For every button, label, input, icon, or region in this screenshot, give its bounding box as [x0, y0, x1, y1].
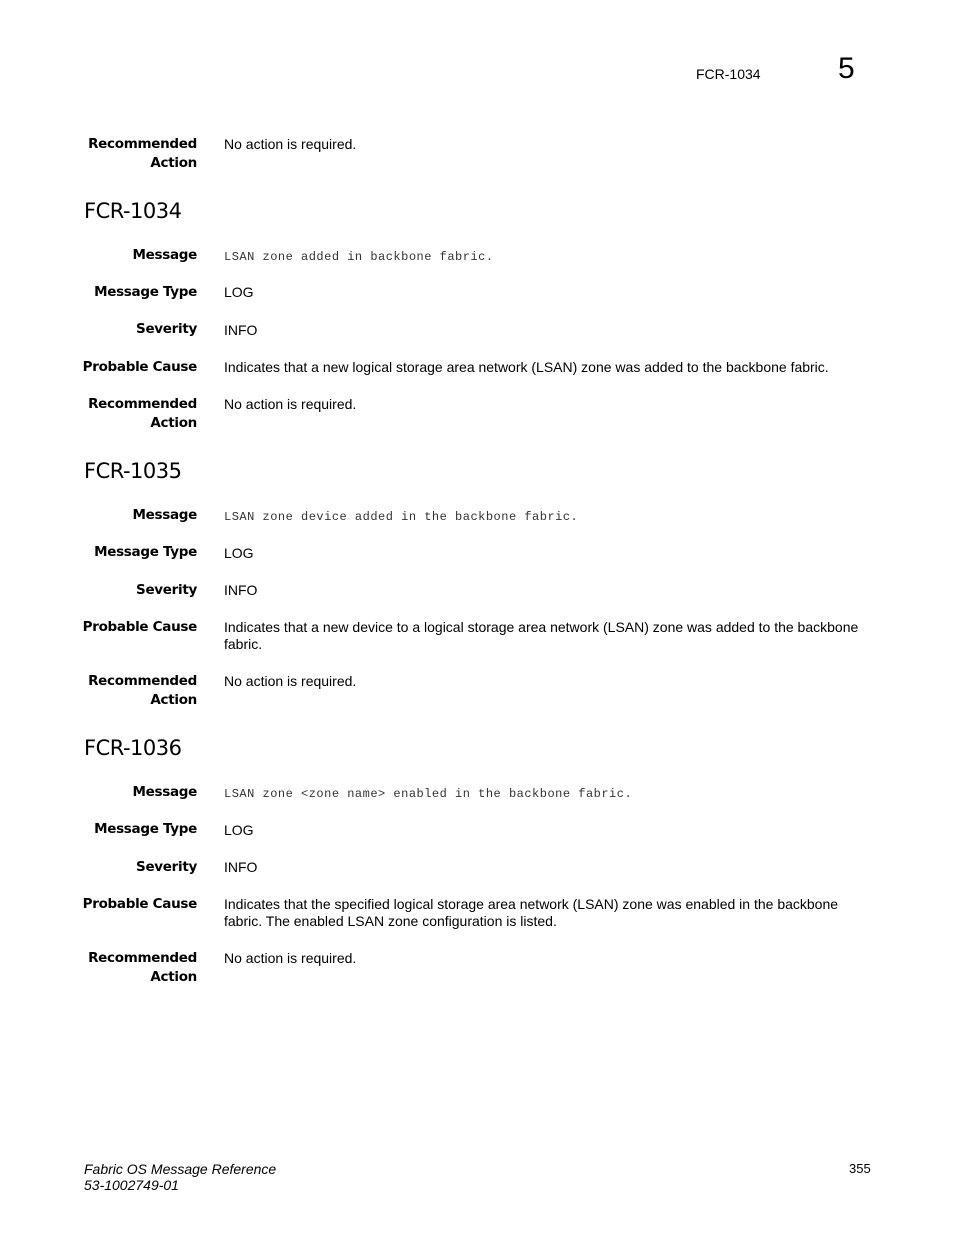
- running-header-title: FCR-1034: [696, 66, 761, 82]
- recommended-action-value: No action is required.: [224, 950, 357, 966]
- severity-label: Severity: [136, 321, 197, 337]
- footer-document-title: Fabric OS Message Reference: [84, 1161, 277, 1177]
- footer-document-info: [84, 1161, 276, 1193]
- footer-page-number: 355: [849, 1161, 871, 1176]
- message-value: LSAN zone <zone name> enabled in the backbone fabric.: [224, 787, 633, 801]
- probable-cause-value: Indicates that a new logical storage area network (LSAN) zone was added to the backbone fabric.: [224, 359, 829, 375]
- probable-cause-value: Indicates that the specified logical storage area network (LSAN) zone was enabled in the backbone fabric. The enabled LSAN zone configuration is listed.: [224, 896, 839, 929]
- message-value: LSAN zone added in backbone fabric.: [224, 250, 494, 264]
- recommended-action-value: No action is required.: [224, 673, 357, 689]
- recommended-action-label: Recommended Action: [88, 950, 197, 985]
- message-value: LSAN zone device added in the backbone fabric.: [224, 510, 579, 524]
- recommended-action-value: No action is required.: [224, 396, 357, 412]
- message-label: Message: [132, 507, 197, 523]
- severity-value: INFO: [224, 859, 258, 875]
- message-label: Message: [132, 247, 197, 263]
- probable-cause-value: Indicates that a new device to a logical storage area network (LSAN) zone was added to the backbone fabric.: [224, 619, 859, 652]
- chapter-number: 5: [838, 52, 855, 85]
- message-type-label: Message Type: [94, 544, 197, 560]
- message-type-value: LOG: [224, 284, 254, 300]
- message-type-value: LOG: [224, 545, 254, 561]
- recommended-action-label: Recommended Action: [88, 136, 197, 171]
- message-type-label: Message Type: [94, 284, 197, 300]
- probable-cause-label: Probable Cause: [82, 896, 197, 912]
- recommended-action-label: Recommended Action: [88, 396, 197, 431]
- severity-value: INFO: [224, 322, 258, 338]
- section-heading: FCR-1035: [84, 459, 182, 483]
- severity-label: Severity: [136, 859, 197, 875]
- message-label: Message: [132, 784, 197, 800]
- recommended-action-value: No action is required.: [224, 136, 357, 152]
- message-type-value: LOG: [224, 822, 254, 838]
- section-heading: FCR-1036: [84, 736, 182, 760]
- severity-label: Severity: [136, 582, 197, 598]
- section-heading: FCR-1034: [84, 199, 182, 223]
- probable-cause-label: Probable Cause: [82, 359, 197, 375]
- footer-document-number: 53-1002749-01: [84, 1177, 179, 1193]
- message-type-label: Message Type: [94, 821, 197, 837]
- recommended-action-label: Recommended Action: [88, 673, 197, 708]
- probable-cause-label: Probable Cause: [82, 619, 197, 635]
- severity-value: INFO: [224, 582, 258, 598]
